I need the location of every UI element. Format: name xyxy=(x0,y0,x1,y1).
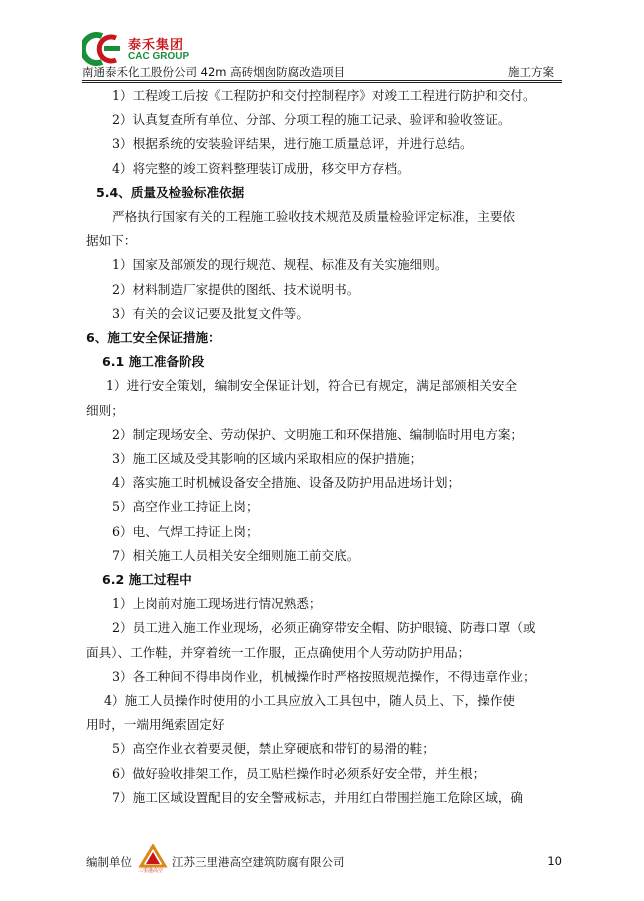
body-line: 据如下： xyxy=(86,233,137,249)
section-heading: 6.2 施工过程中 xyxy=(102,572,192,588)
footer-company: 江苏三里港高空建筑防腐有限公司 xyxy=(172,855,345,869)
logo-chinese-name: 泰禾集团 xyxy=(128,38,185,53)
body-line: 1）国家及部颁发的现行规范、规程、标准及有关实施细则。 xyxy=(112,257,448,273)
body-line: 2）员工进入施工作业现场，必须正确穿带安全帽、防护眼镜、防毒口罩（或 xyxy=(112,620,536,636)
body-line: 7）施工区域设置配目的安全警戒标志，并用红白带围拦施工危除区域，确 xyxy=(112,789,524,805)
footer-logo-text: 三里港高空 xyxy=(138,868,164,874)
body-line: 严格执行国家有关的工程施工验收技术规范及质量检验评定标准，主要依 xyxy=(112,209,515,225)
body-line: 5）高空作业工持证上岗； xyxy=(112,499,259,515)
body-line: 2）材料制造厂家提供的图纸、技术说明书。 xyxy=(112,281,360,297)
page-footer xyxy=(86,844,562,874)
body-line: 1）上岗前对施工现场进行情况熟悉； xyxy=(112,596,322,612)
section-heading: 5.4、质量及检验标准依据 xyxy=(96,184,245,200)
body-line: 用时，一端用绳索固定好 xyxy=(86,717,225,733)
page-header xyxy=(82,64,562,80)
body-line: 5）高空作业衣着要灵便，禁止穿硬底和带钉的易滑的鞋； xyxy=(112,741,435,757)
section-heading: 6、施工安全保证措施： xyxy=(86,330,221,346)
logo-english-name: CAC GROUP xyxy=(128,51,190,62)
footer-label: 编制单位 xyxy=(86,855,132,869)
project-name: 南通泰禾化工股份公司 42m 高砖烟囱防腐改造项目 xyxy=(82,65,346,79)
body-line: 1）工程竣工后按《工程防护和交付控制程序》对竣工工程进行防护和交付。 xyxy=(112,88,536,103)
body-line: 2）制定现场安全、劳动保护、文明施工和环保措施、编制临时用电方案； xyxy=(112,426,524,442)
body-line: 3）各工种间不得串岗作业，机械操作时严格按照规范操作，不得违章作业； xyxy=(112,668,536,684)
body-line: 6）电、气焊工持证上岗； xyxy=(112,523,259,539)
body-line: 面具）、工作鞋，并穿着统一工作服，正点确使用个人劳动防护用品； xyxy=(86,644,471,660)
body-line: 3）根据系统的安装验评结果，进行施工质量总评，并进行总结。 xyxy=(112,136,473,152)
body-line: 4）将完整的竣工资料整理装订成册，移交甲方存档。 xyxy=(112,160,410,176)
body-line: 4）落实施工时机械设备安全措施、设备及防护用品进场计划； xyxy=(112,475,461,491)
body-line: 细则； xyxy=(86,402,124,418)
document-body xyxy=(86,84,562,810)
header-rule-bottom xyxy=(82,82,562,83)
body-line: 7）相关施工人员相关安全细则施工前交底。 xyxy=(112,547,360,563)
page-number: 10 xyxy=(547,854,562,868)
body-line: 1）进行安全策划，编制安全保证计划，符合已有规定，满足部颁相关安全 xyxy=(106,378,518,394)
body-line: 2）认真复查所有单位、分部、分项工程的施工记录、验评和验收签证。 xyxy=(112,112,511,128)
body-line: 6）做好验收排架工作，员工贴栏操作时必须系好安全带，并生根； xyxy=(112,765,486,781)
body-line: 3）有关的会议记要及批复文件等。 xyxy=(112,305,309,321)
cac-emblem-icon xyxy=(82,32,126,66)
header-rule-top xyxy=(82,80,562,81)
body-line: 3）施工区域及受其影响的区域内采取相应的保护措施； xyxy=(112,451,423,467)
document-type: 施工方案 xyxy=(508,65,554,79)
company-logo xyxy=(82,30,192,68)
body-line: 4）施工人员操作时使用的小工具应放入工具包中，随人员上、下，操作使 xyxy=(104,693,516,709)
section-heading: 6.1 施工准备阶段 xyxy=(102,354,205,370)
